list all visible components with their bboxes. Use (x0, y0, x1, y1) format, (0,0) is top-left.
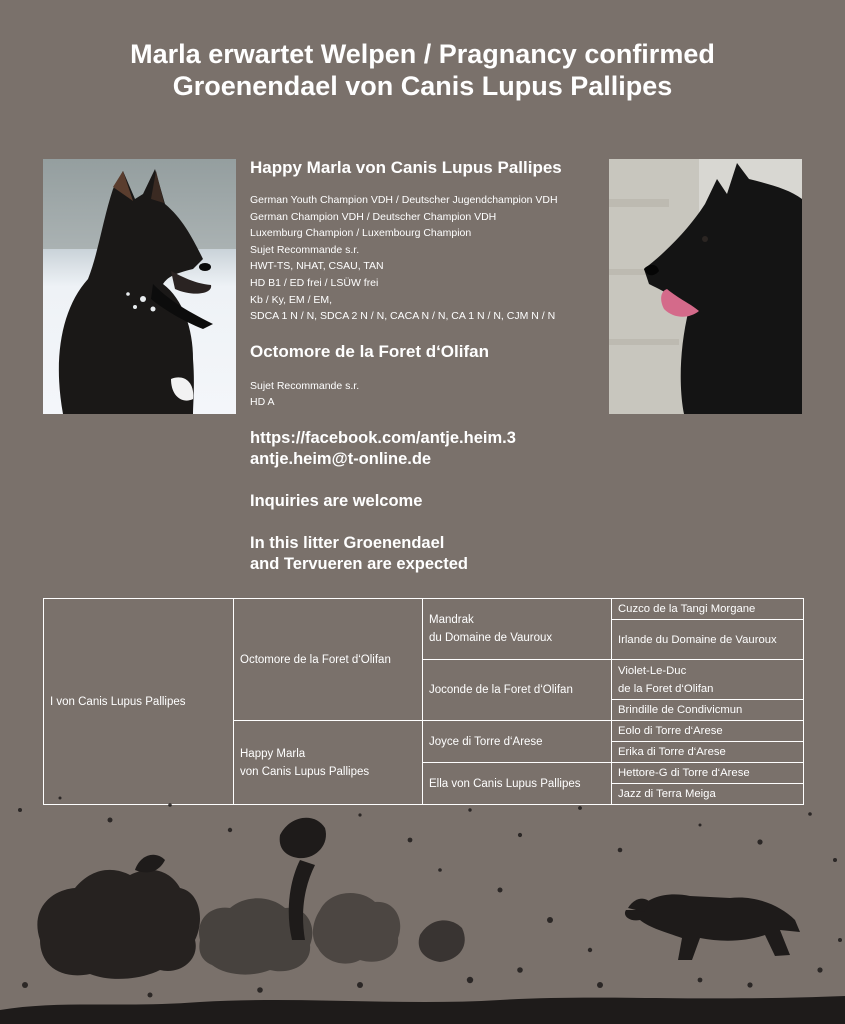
litter-text-line-2: and Tervueren are expected (250, 555, 468, 573)
title-line-1: Marla erwartet Welpen / Pragnancy confirmed (130, 39, 715, 69)
dam-title: HWT-TS, NHAT, CSAU, TAN (250, 260, 384, 273)
pedigree-ssd: Irlande du Domaine de Vauroux (612, 620, 804, 660)
sire-title: HD A (250, 396, 275, 409)
herding-silhouette-decoration (0, 770, 845, 1024)
facebook-link[interactable]: https://facebook.com/antje.heim.3 (250, 429, 516, 447)
pedigree-sss: Cuzco de la Tangi Morgane (612, 599, 804, 620)
sire-title: Sujet Recommande s.r. (250, 379, 360, 392)
pedigree-sds: Violet-Le-Duc de la Foret d‘Olifan (612, 660, 804, 700)
title-line-2: Groenendael von Canis Lupus Pallipes (172, 71, 673, 101)
dam-photo (43, 159, 236, 414)
dam-name: Happy Marla von Canis Lupus Pallipes (250, 158, 562, 177)
pedigree-dds: Hettore-G di Torre d‘Arese (612, 763, 804, 784)
inquiries-text: Inquiries are welcome (250, 492, 423, 510)
page-title (0, 38, 845, 102)
pedigree-sdd: Brindille de Condivicmun (612, 700, 804, 721)
pedigree-dam-dam: Ella von Canis Lupus Pallipes (423, 763, 612, 805)
contact-block (250, 428, 670, 575)
dog-info (250, 158, 605, 411)
sire-titles (250, 378, 605, 411)
pedigree-dsd: Erika di Torre d‘Arese (612, 742, 804, 763)
litter-text-line-1: In this litter Groenendael (250, 534, 445, 552)
pedigree-sire-dam: Joconde de la Foret d‘Olifan (423, 660, 612, 721)
pedigree-sire: Octomore de la Foret d‘Olifan (234, 599, 423, 721)
dam-title: Sujet Recommande s.r. (250, 243, 360, 256)
email-link[interactable]: antje.heim@t-online.de (250, 450, 432, 468)
sire-name: Octomore de la Foret d‘Olifan (250, 341, 489, 361)
sire-photo (609, 159, 802, 414)
dam-title: German Champion VDH / Deutscher Champion VDH (250, 210, 497, 223)
dam-title: Kb / Ky, EM / EM, (250, 293, 333, 306)
dam-title: HD B1 / ED frei / LSÜW frei (250, 276, 379, 289)
pedigree-dam-sire: Joyce di Torre d‘Arese (423, 721, 612, 763)
pedigree-dam: Happy Marla von Canis Lupus Pallipes (234, 721, 423, 805)
dam-title: German Youth Champion VDH / Deutscher Jugendchampion VDH (250, 194, 558, 206)
dam-title: Luxemburg Champion / Luxembourg Champion (250, 227, 472, 240)
pedigree-dss: Eolo di Torre d‘Arese (612, 721, 804, 742)
pedigree-sire-sire: Mandrak du Domaine de Vauroux (423, 599, 612, 660)
pedigree-ddd: Jazz di Terra Meiga (612, 784, 804, 805)
dam-titles (250, 192, 605, 325)
pedigree-litter: I von Canis Lupus Pallipes (44, 599, 234, 805)
dam-title: SDCA 1 N / N, SDCA 2 N / N, CACA N / N, CA 1 N / N, CJM N / N (250, 310, 556, 323)
